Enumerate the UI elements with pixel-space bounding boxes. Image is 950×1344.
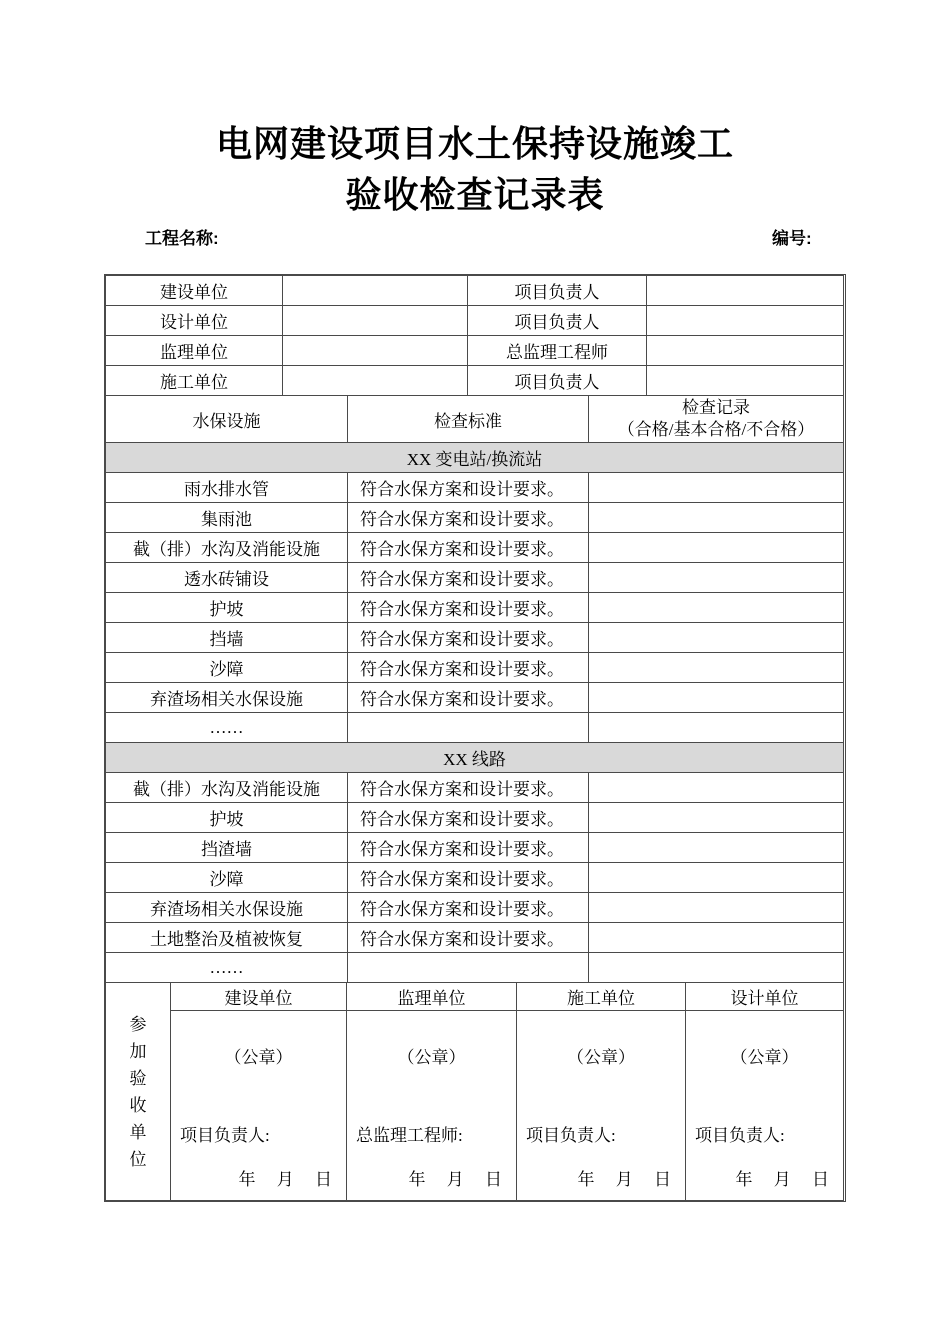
unit-value-cell	[283, 306, 468, 336]
table-row	[106, 953, 844, 983]
signoff-unit-header: 施工单位	[517, 983, 686, 1011]
facility-cell: ……	[106, 953, 348, 983]
standard-column-header: 检查标准	[348, 396, 589, 443]
standard-cell: 符合水保方案和设计要求。	[348, 863, 589, 893]
unit-label: 设计单位	[106, 306, 283, 336]
table-row	[106, 306, 844, 336]
person-signature-label: 总监理工程师:	[356, 1126, 463, 1145]
standard-cell: 符合水保方案和设计要求。	[348, 683, 589, 713]
table-row	[106, 533, 844, 563]
form-table	[104, 274, 846, 1202]
table-row	[106, 803, 844, 833]
unit-label: 监理单位	[106, 336, 283, 366]
unit-value-cell	[283, 336, 468, 366]
signoff-cell	[347, 1011, 517, 1201]
person-signature-label: 项目负责人:	[695, 1126, 785, 1145]
table-row	[106, 276, 844, 306]
record-cell	[589, 653, 844, 683]
standard-cell: 符合水保方案和设计要求。	[348, 773, 589, 803]
number-label: 编号:	[772, 229, 812, 248]
table-row	[106, 563, 844, 593]
project-name-label: 工程名称:	[145, 229, 219, 248]
date-placeholder: 年 月 日	[735, 1170, 829, 1189]
record-cell	[589, 593, 844, 623]
facility-cell: 截（排）水沟及消能设施	[106, 533, 348, 563]
table-row	[106, 653, 844, 683]
signoff-cell	[686, 1011, 844, 1201]
record-cell	[589, 533, 844, 563]
facility-cell: 护坡	[106, 803, 348, 833]
unit-label: 建设单位	[106, 276, 283, 306]
facility-cell: 护坡	[106, 593, 348, 623]
facility-cell: 挡渣墙	[106, 833, 348, 863]
meta-row	[0, 224, 950, 250]
seal-placeholder: （公章）	[224, 1048, 293, 1067]
facility-cell: 雨水排水管	[106, 473, 348, 503]
signoff-cell	[171, 1011, 347, 1201]
record-cell	[589, 503, 844, 533]
record-cell	[589, 803, 844, 833]
section-title: XX 线路	[106, 743, 844, 773]
table-row	[106, 366, 844, 396]
facility-cell: 挡墙	[106, 623, 348, 653]
person-value-cell	[647, 276, 844, 306]
signoff-row-label: 参加验收单位	[129, 1014, 147, 1169]
standard-cell	[348, 713, 589, 743]
unit-label: 施工单位	[106, 366, 283, 396]
record-cell	[589, 833, 844, 863]
unit-info-table	[105, 275, 844, 396]
standard-cell: 符合水保方案和设计要求。	[348, 623, 589, 653]
document-title-line2: 验收检查记录表	[345, 174, 605, 215]
facility-cell: ……	[106, 713, 348, 743]
section-header-line	[106, 743, 844, 773]
signoff-unit-header: 建设单位	[171, 983, 347, 1011]
date-placeholder: 年 月 日	[408, 1170, 502, 1189]
table-row	[106, 773, 844, 803]
person-value-cell	[647, 366, 844, 396]
facility-cell: 集雨池	[106, 503, 348, 533]
signoff-unit-header: 监理单位	[347, 983, 517, 1011]
facility-cell: 沙障	[106, 863, 348, 893]
standard-cell: 符合水保方案和设计要求。	[348, 803, 589, 833]
person-value-cell	[647, 336, 844, 366]
record-cell	[589, 893, 844, 923]
person-label: 项目负责人	[468, 306, 647, 336]
table-row	[106, 473, 844, 503]
table-row	[106, 893, 844, 923]
person-signature-label: 项目负责人:	[526, 1126, 616, 1145]
unit-value-cell	[283, 276, 468, 306]
standard-cell: 符合水保方案和设计要求。	[348, 593, 589, 623]
standard-cell: 符合水保方案和设计要求。	[348, 833, 589, 863]
standard-cell: 符合水保方案和设计要求。	[348, 503, 589, 533]
signoff-body-row	[106, 1011, 844, 1201]
standard-cell: 符合水保方案和设计要求。	[348, 653, 589, 683]
facility-cell: 土地整治及植被恢复	[106, 923, 348, 953]
table-row	[106, 683, 844, 713]
person-signature-label: 项目负责人:	[180, 1126, 270, 1145]
table-row	[106, 503, 844, 533]
standard-cell: 符合水保方案和设计要求。	[348, 893, 589, 923]
person-label: 项目负责人	[468, 276, 647, 306]
date-placeholder: 年 月 日	[577, 1170, 671, 1189]
standard-cell	[348, 953, 589, 983]
signoff-table	[105, 982, 844, 1201]
record-cell	[589, 683, 844, 713]
table-row	[106, 336, 844, 366]
table-row	[106, 833, 844, 863]
signoff-row-label-cell	[106, 983, 171, 1201]
date-placeholder: 年 月 日	[238, 1170, 332, 1189]
section-header-substation	[106, 443, 844, 473]
record-cell	[589, 953, 844, 983]
record-cell	[589, 923, 844, 953]
standard-cell: 符合水保方案和设计要求。	[348, 533, 589, 563]
seal-placeholder: （公章）	[397, 1048, 466, 1067]
signoff-unit-header: 设计单位	[686, 983, 844, 1011]
record-cell	[589, 863, 844, 893]
signoff-cell	[517, 1011, 686, 1201]
seal-placeholder: （公章）	[730, 1048, 799, 1067]
standard-cell: 符合水保方案和设计要求。	[348, 923, 589, 953]
facility-cell: 截（排）水沟及消能设施	[106, 773, 348, 803]
document-title	[0, 0, 950, 220]
table-row	[106, 593, 844, 623]
table-row	[106, 623, 844, 653]
person-value-cell	[647, 306, 844, 336]
record-header-line2: （合格/基本合格/不合格）	[617, 420, 815, 439]
signoff-header-row	[106, 983, 844, 1011]
facility-cell: 沙障	[106, 653, 348, 683]
record-cell	[589, 473, 844, 503]
unit-value-cell	[283, 366, 468, 396]
record-column-header	[589, 396, 844, 443]
checklist-header-row	[106, 396, 844, 443]
standard-cell: 符合水保方案和设计要求。	[348, 563, 589, 593]
person-label: 总监理工程师	[468, 336, 647, 366]
record-cell	[589, 563, 844, 593]
section-title: XX 变电站/换流站	[106, 443, 844, 473]
facility-cell: 透水砖铺设	[106, 563, 348, 593]
record-cell	[589, 713, 844, 743]
facility-cell: 弃渣场相关水保设施	[106, 893, 348, 923]
record-header-line1: 检查记录	[682, 398, 750, 417]
facility-column-header: 水保设施	[106, 396, 348, 443]
document-title-line1: 电网建设项目水土保持设施竣工	[215, 123, 734, 164]
table-row	[106, 863, 844, 893]
checklist-table	[105, 395, 844, 983]
record-cell	[589, 773, 844, 803]
table-row	[106, 923, 844, 953]
facility-cell: 弃渣场相关水保设施	[106, 683, 348, 713]
seal-placeholder: （公章）	[567, 1048, 635, 1067]
record-cell	[589, 623, 844, 653]
standard-cell: 符合水保方案和设计要求。	[348, 473, 589, 503]
table-row	[106, 713, 844, 743]
person-label: 项目负责人	[468, 366, 647, 396]
